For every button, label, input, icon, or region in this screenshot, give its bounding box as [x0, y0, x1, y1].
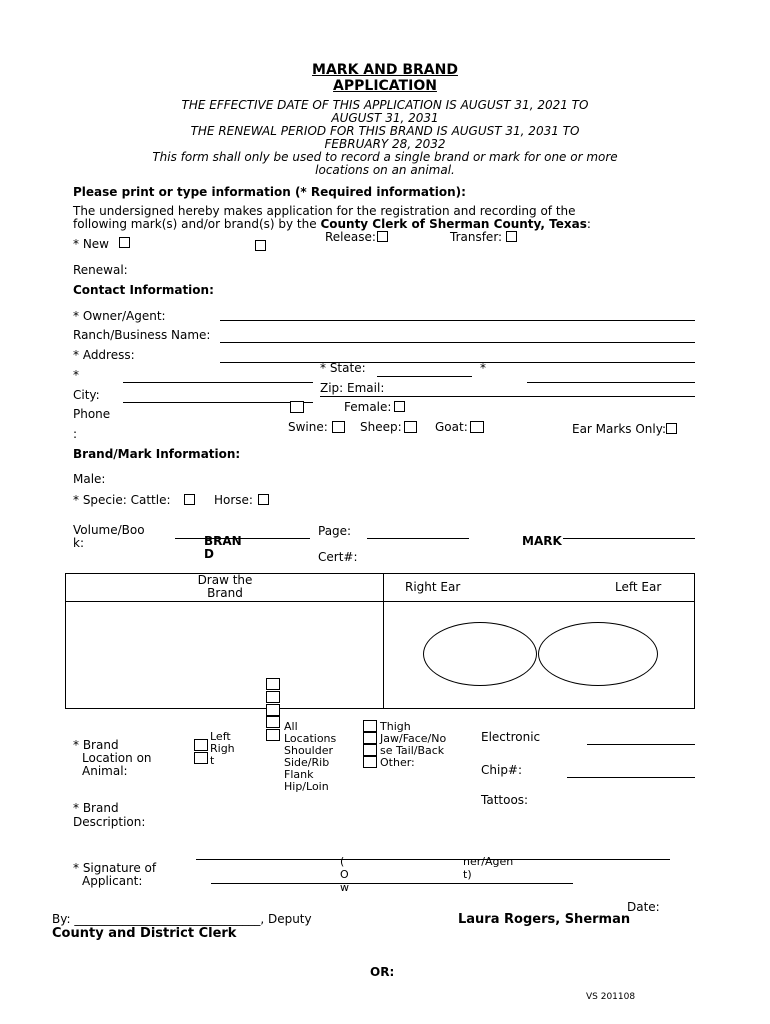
tail-back-checkbox[interactable]: [363, 744, 377, 756]
email-field[interactable]: [320, 396, 695, 397]
left-label: Left: [210, 730, 231, 743]
owner-agent-name-field[interactable]: [211, 883, 573, 884]
sheep-label: Sheep:: [360, 420, 402, 434]
phone-label: Phone: [73, 407, 111, 421]
instruction-text: Please print or type information (* Required information):: [73, 185, 466, 199]
cert-label: Cert#:: [318, 550, 358, 564]
male-label: Male:: [73, 472, 106, 486]
clerk-name: Laura Rogers, Sherman: [458, 912, 631, 927]
deputy-line: By: _______________________________, Deputy: [52, 912, 312, 926]
city-field[interactable]: [123, 382, 313, 383]
phone-field[interactable]: [123, 402, 313, 403]
all-label: All: [284, 720, 298, 733]
shoulder-label: Shoulder: [284, 744, 333, 757]
horse-checkbox[interactable]: [258, 494, 269, 505]
brand-location-label-line1: * Brand: [73, 738, 119, 752]
goat-label: Goat:: [435, 420, 468, 434]
mark-field[interactable]: [563, 538, 695, 539]
owner-agent-o: O: [340, 868, 349, 881]
zip-field[interactable]: [527, 382, 695, 383]
other-checkbox[interactable]: [363, 756, 377, 768]
brand-heading: Brand/Mark Information:: [73, 447, 241, 461]
signature-label-line2: Applicant:: [82, 874, 143, 888]
page-title: MARK AND BRAND: [312, 62, 458, 78]
thigh-label: Thigh: [380, 720, 411, 733]
chip-label: Chip#:: [481, 763, 523, 777]
form-number: VS 201108: [586, 992, 636, 1002]
zip-required-mark: *: [480, 361, 486, 375]
right-label-line2: t: [210, 754, 215, 767]
flank-label: Flank: [284, 768, 314, 781]
effective-date-line2: AUGUST 31, 2031: [331, 111, 439, 125]
right-ear-label: Right Ear: [405, 580, 461, 594]
male-checkbox[interactable]: [290, 401, 304, 413]
ear-marks-checkbox[interactable]: [666, 423, 677, 434]
location-checkbox-3[interactable]: [266, 704, 280, 716]
tattoos-label: Tattoos:: [481, 793, 529, 807]
owner-label: * Owner/Agent:: [73, 309, 166, 323]
hip-loin-label: Hip/Loin: [284, 780, 329, 793]
jaw-face-checkbox[interactable]: [363, 732, 377, 744]
city-label: City:: [73, 388, 100, 402]
brand-location-label-line2: Location on: [82, 751, 152, 765]
renewal-period-line1: THE RENEWAL PERIOD FOR THIS BRAND IS AUGUST 31, 2031 TO: [190, 124, 580, 138]
volume-label-line1: Volume/Boo: [73, 523, 145, 537]
page-subtitle: APPLICATION: [333, 78, 437, 94]
or-label: OR:: [370, 965, 395, 979]
right-ear-diagram[interactable]: [423, 622, 537, 686]
draw-brand-label-line2: Brand: [207, 586, 243, 600]
page-field[interactable]: [367, 538, 469, 539]
owner-agent-paren: (: [340, 855, 345, 868]
renewal-checkbox[interactable]: [255, 240, 266, 251]
ranch-field[interactable]: [220, 342, 695, 343]
specie-label: * Specie: Cattle:: [73, 493, 171, 507]
owner-agent-tail-line1: ner/Agen: [463, 855, 514, 868]
purpose-line2: locations on an animal.: [315, 163, 455, 177]
purpose-line1: This form shall only be used to record a single brand or mark for one or more: [152, 150, 618, 164]
horse-label: Horse:: [214, 493, 253, 507]
owner-field[interactable]: [220, 320, 695, 321]
phone-colon: :: [73, 427, 78, 441]
release-checkbox[interactable]: [377, 231, 388, 242]
description-label-line1: * Brand: [73, 801, 119, 815]
location-checkbox-4[interactable]: [266, 716, 280, 728]
page-label: Page:: [318, 524, 352, 538]
thigh-checkbox[interactable]: [363, 720, 377, 732]
owner-agent-tail-line2: t): [463, 868, 472, 881]
location-checkbox-1[interactable]: [266, 678, 280, 690]
transfer-label: Transfer:: [450, 230, 503, 244]
release-label: Release:: [325, 230, 376, 244]
swine-checkbox[interactable]: [332, 421, 345, 433]
locations-label: Locations: [284, 732, 337, 745]
other-label: Other:: [380, 756, 415, 769]
address-label: * Address:: [73, 348, 135, 362]
electronic-label: Electronic: [481, 730, 541, 744]
state-field[interactable]: [377, 376, 472, 377]
sheep-checkbox[interactable]: [404, 421, 417, 433]
volume-label-line2: k:: [73, 536, 84, 550]
effective-date-line1: THE EFFECTIVE DATE OF THIS APPLICATION IS AUGUST 31, 2021 TO: [181, 98, 589, 112]
volume-field[interactable]: [175, 538, 310, 539]
left-ear-diagram[interactable]: [538, 622, 658, 686]
city-required-mark: *: [73, 368, 79, 382]
cattle-checkbox[interactable]: [184, 494, 195, 505]
description-label-line2: Description:: [73, 815, 146, 829]
signature-label-line1: * Signature of: [73, 861, 157, 875]
transfer-checkbox[interactable]: [506, 231, 517, 242]
location-checkbox-2[interactable]: [266, 691, 280, 703]
intro-line2: following mark(s) and/or brand(s) by the County Clerk of Sherman County, Texas:: [73, 217, 591, 231]
brand-location-label-line3: Animal:: [82, 764, 128, 778]
intro-line1: The undersigned hereby makes application for the registration and recording of the: [73, 204, 576, 218]
contact-heading: Contact Information:: [73, 283, 214, 297]
clerk-title: County and District Clerk: [52, 926, 237, 941]
renewal-label: Renewal:: [73, 263, 128, 277]
location-checkbox-5[interactable]: [266, 729, 280, 741]
right-checkbox[interactable]: [194, 752, 208, 764]
new-checkbox[interactable]: [119, 237, 130, 248]
left-checkbox[interactable]: [194, 739, 208, 751]
brand-label-line1: BRAN: [204, 534, 242, 548]
left-ear-label: Left Ear: [615, 580, 662, 594]
date-label: Date:: [627, 900, 660, 914]
drawing-table-column-divider: [383, 573, 384, 709]
draw-brand-label-line1: Draw the: [197, 573, 253, 587]
side-rib-label: Side/Rib: [284, 756, 330, 769]
zip-email-label: Zip: Email:: [320, 381, 385, 395]
new-label: * New: [73, 237, 109, 251]
female-label: Female:: [344, 400, 392, 414]
renewal-period-line2: FEBRUARY 28, 2032: [324, 137, 446, 151]
goat-checkbox[interactable]: [470, 421, 484, 433]
ranch-label: Ranch/Business Name:: [73, 328, 211, 342]
drawing-table-divider: [65, 601, 695, 602]
address-field[interactable]: [220, 362, 695, 363]
swine-label: Swine:: [288, 420, 328, 434]
signature-field[interactable]: [196, 859, 670, 860]
owner-agent-w: w: [340, 881, 349, 894]
state-label: * State:: [320, 361, 366, 375]
electronic-field[interactable]: [587, 744, 695, 745]
female-checkbox[interactable]: [394, 401, 405, 412]
tail-back-label: se Tail/Back: [380, 744, 445, 757]
jaw-face-label: Jaw/Face/No: [380, 732, 447, 745]
right-label-line1: Righ: [210, 742, 235, 755]
brand-drawing-area[interactable]: [67, 603, 381, 707]
mark-label: MARK: [522, 534, 562, 548]
brand-label-line2: D: [204, 547, 214, 561]
chip-field[interactable]: [567, 777, 695, 778]
ear-marks-label: Ear Marks Only:: [572, 422, 666, 436]
